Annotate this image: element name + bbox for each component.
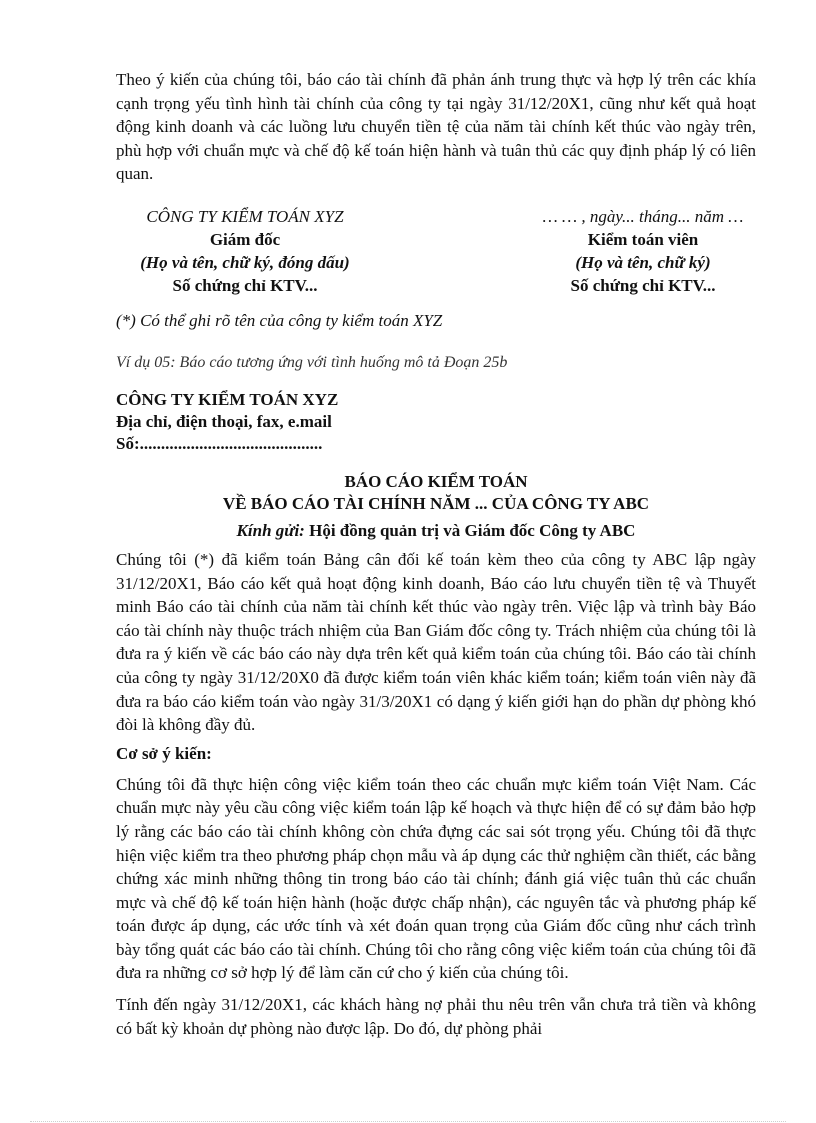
closing-paragraph: Tính đến ngày 31/12/20X1, các khách hàng nợ phải thu nêu trên vẫn chưa trả tiền và không có bất kỳ khoản dự phòng nào được lập. Do đó, dự phòng phải [116,995,756,1038]
signature-role-director: Giám đốc [209,229,281,249]
signature-instruction-right: (Họ và tên, chữ ký) [575,252,711,272]
addressee [116,520,756,542]
basis-heading: Cơ sở ý kiến: [116,743,212,763]
page-bottom-divider [30,1121,786,1122]
signature-block [116,205,756,297]
signature-company: CÔNG TY KIỂM TOÁN XYZ [146,206,344,226]
report-title-line1: BÁO CÁO KIỂM TOÁN [344,471,528,491]
signature-cert-left: Số chứng chỉ KTV... [172,275,318,295]
document-page [116,68,756,1040]
report-title-line2: VỀ BÁO CÁO TÀI CHÍNH NĂM ... CỦA CÔNG TY ABC [222,493,650,513]
signature-left [116,205,374,297]
signature-date: … … , ngày... tháng... năm … [542,206,744,226]
example-label: Ví dụ 05: Báo cáo tương ứng với tình huống mô tả Đoạn 25b [116,353,508,371]
report-title [116,471,756,515]
company-contact: Địa chỉ, điện thoại, fax, e.mail [116,411,332,431]
company-name: CÔNG TY KIỂM TOÁN XYZ [116,389,339,409]
company-number: Số:........................................... [116,433,323,453]
basis-paragraph: Chúng tôi đã thực hiện công việc kiểm toán theo các chuẩn mực kiểm toán Việt Nam. Các chuẩn mực này yêu cầu công việc kiểm toán lập kế hoạch và thực hiện để có sự đảm bảo hợp lý rằng các báo cáo tài chính không còn chứa đựng các sai sót trọng yếu. Chúng tôi đã thực hiện việc kiểm tra theo phương pháp chọn mẫu và áp dụng các thử nghiệm cần thiết, các bằng chứng xác minh những thông tin trong báo cáo tài chính; đánh giá việc tuân thủ các chuẩn mực và chế độ kế toán hiện hành (hoặc được chấp nhận), các nguyên tắc và phương pháp kế toán được áp dụng, các ước tính và xét đoán quan trọng của Giám đốc cũng như cách trình bày tổng quát các báo cáo tài chính. Chúng tôi cho rằng công việc kiểm toán của chúng tôi đã đưa ra những cơ sở hợp lý để làm căn cứ cho ý kiến của chúng tôi. [116,774,756,983]
addressee-label: Kính gửi: [236,520,305,540]
signature-role-auditor: Kiểm toán viên [587,229,699,249]
addressee-value: Hội đồng quản trị và Giám đốc Công ty ABC [304,520,636,540]
opinion-paragraph: Theo ý kiến của chúng tôi, báo cáo tài chính đã phản ánh trung thực và hợp lý trên các khía cạnh trọng yếu tình hình tài chính của công ty tại ngày 31/12/20X1, cũng như kết quả hoạt động kinh doanh và các luồng lưu chuyển tiền tệ của năm tài chính kết thúc vào ngày trên, phù hợp với chuẩn mực và chế độ kế toán hiện hành và tuân thủ các quy định pháp lý có liên quan. [116,70,756,184]
signature-right [524,205,762,297]
signature-cert-right: Số chứng chỉ KTV... [570,275,716,295]
intro-paragraph: Chúng tôi (*) đã kiểm toán Bảng cân đối kế toán kèm theo của công ty ABC lập ngày 31/12/20X1, Báo cáo kết quả hoạt động kinh doanh, Báo cáo lưu chuyển tiền tệ và Thuyết minh Báo cáo tài chính của năm tài chính kết thúc vào ngày trên. Việc lập và trình bày Báo cáo tài chính này thuộc trách nhiệm của Ban Giám đốc công ty. Trách nhiệm của chúng tôi là đưa ra ý kiến về các báo cáo này dựa trên kết quả kiểm toán của chúng tôi. Báo cáo tài chính của công ty ngày 31/12/20X0 đã được kiểm toán viên khác kiểm toán; kiểm toán viên này đã đưa ra báo cáo kiểm toán vào ngày 31/3/20X1 có dạng ý kiến giới hạn do phần dự phòng khó đòi là không đầy đủ. [116,549,756,735]
company-block [116,389,756,455]
signature-instruction-left: (Họ và tên, chữ ký, đóng dấu) [140,252,350,272]
footnote: (*) Có thể ghi rõ tên của công ty kiểm toán XYZ [116,310,443,330]
